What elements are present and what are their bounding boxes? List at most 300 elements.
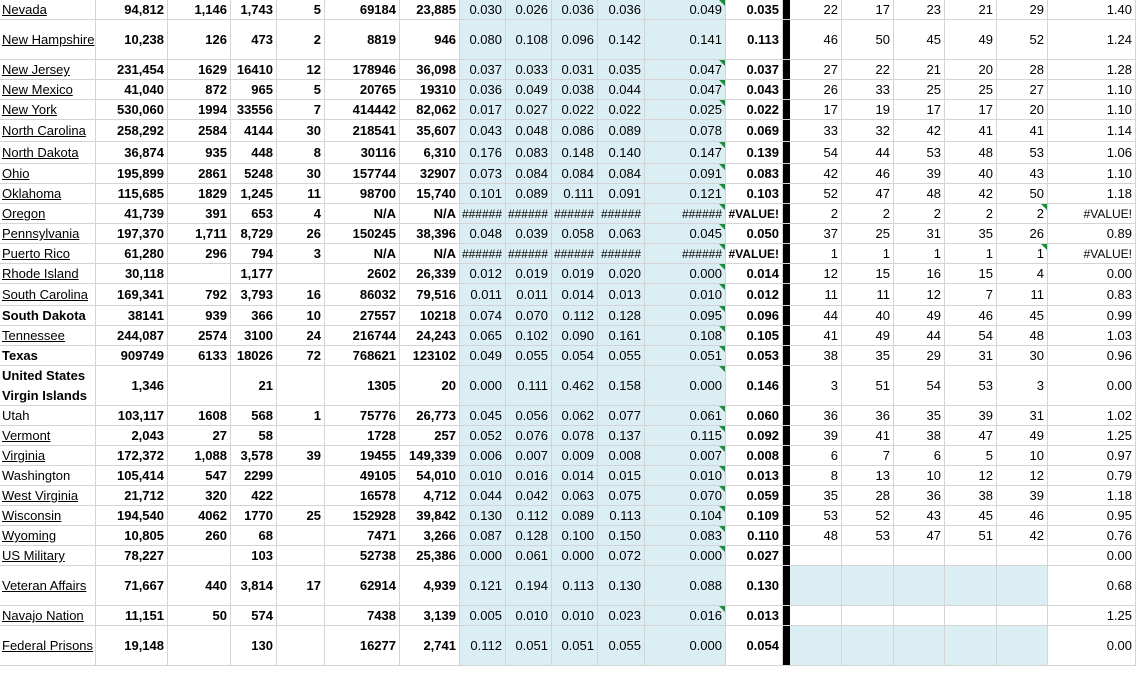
data-cell[interactable]: 0.051 <box>645 346 726 365</box>
data-cell[interactable]: 48 <box>997 326 1048 345</box>
data-cell[interactable]: 0.089 <box>598 120 645 141</box>
data-cell[interactable]: 7 <box>277 100 325 119</box>
data-cell[interactable]: 49 <box>894 306 945 325</box>
data-cell[interactable]: 1.14 <box>1048 120 1136 141</box>
data-cell[interactable]: 0.108 <box>645 326 726 345</box>
data-cell[interactable]: 965 <box>231 80 277 99</box>
data-cell[interactable]: 17 <box>894 100 945 119</box>
data-cell[interactable] <box>168 264 231 283</box>
data-cell[interactable]: 17 <box>842 0 894 19</box>
data-cell[interactable]: 1 <box>790 244 842 263</box>
data-cell[interactable]: 0.158 <box>598 366 645 405</box>
data-cell[interactable]: 0.010 <box>506 606 552 625</box>
data-cell[interactable]: 86032 <box>325 284 400 305</box>
data-cell[interactable]: 27 <box>997 80 1048 99</box>
data-cell[interactable]: 1,711 <box>168 224 231 243</box>
data-cell[interactable]: 260 <box>168 526 231 545</box>
data-cell[interactable]: 62914 <box>325 566 400 605</box>
data-cell[interactable]: 0.035 <box>598 60 645 79</box>
data-cell[interactable]: 0.023 <box>598 606 645 625</box>
data-cell[interactable]: N/A <box>400 204 460 223</box>
data-cell[interactable]: 25 <box>277 506 325 525</box>
data-cell[interactable]: 25 <box>894 80 945 99</box>
data-cell[interactable]: 0.000 <box>645 546 726 565</box>
data-cell[interactable]: 0.039 <box>506 224 552 243</box>
data-cell[interactable]: 0.078 <box>645 120 726 141</box>
data-cell[interactable]: 20 <box>945 60 997 79</box>
data-cell[interactable]: 1.02 <box>1048 406 1136 425</box>
data-cell[interactable]: ###### <box>506 244 552 263</box>
data-cell[interactable] <box>842 626 894 665</box>
data-cell[interactable]: 33 <box>790 120 842 141</box>
data-cell[interactable]: 31 <box>945 346 997 365</box>
data-cell[interactable]: 2299 <box>231 466 277 485</box>
data-cell[interactable]: 0.060 <box>726 406 783 425</box>
data-cell[interactable]: 5248 <box>231 164 277 183</box>
data-cell[interactable]: 0.97 <box>1048 446 1136 465</box>
data-cell[interactable]: 0.008 <box>598 446 645 465</box>
data-cell[interactable] <box>277 264 325 283</box>
data-cell[interactable]: 0.00 <box>1048 546 1136 565</box>
data-cell[interactable]: N/A <box>400 244 460 263</box>
data-cell[interactable]: 28 <box>997 60 1048 79</box>
data-cell[interactable]: 26 <box>790 80 842 99</box>
data-cell[interactable]: 792 <box>168 284 231 305</box>
data-cell[interactable]: 5 <box>277 0 325 19</box>
data-cell[interactable]: 26,339 <box>400 264 460 283</box>
data-cell[interactable]: 0.142 <box>598 20 645 59</box>
data-cell[interactable]: 0.037 <box>460 60 506 79</box>
data-cell[interactable]: 31 <box>997 406 1048 425</box>
data-cell[interactable] <box>277 626 325 665</box>
data-cell[interactable]: N/A <box>325 204 400 223</box>
data-cell[interactable]: 1 <box>945 244 997 263</box>
data-cell[interactable]: 366 <box>231 306 277 325</box>
data-cell[interactable]: 0.016 <box>645 606 726 625</box>
data-cell[interactable]: 6 <box>790 446 842 465</box>
data-cell[interactable] <box>277 546 325 565</box>
data-cell[interactable]: 94,812 <box>96 0 168 19</box>
data-cell[interactable]: 12 <box>997 466 1048 485</box>
data-cell[interactable]: 0.084 <box>506 164 552 183</box>
data-cell[interactable]: 0.050 <box>726 224 783 243</box>
data-cell[interactable]: 4,712 <box>400 486 460 505</box>
data-cell[interactable]: 20 <box>997 100 1048 119</box>
data-cell[interactable]: 19310 <box>400 80 460 99</box>
data-cell[interactable]: ###### <box>645 244 726 263</box>
data-cell[interactable]: 51 <box>842 366 894 405</box>
data-cell[interactable]: 0.049 <box>460 346 506 365</box>
data-cell[interactable] <box>945 546 997 565</box>
data-cell[interactable]: 0.056 <box>506 406 552 425</box>
data-cell[interactable]: 872 <box>168 80 231 99</box>
data-cell[interactable]: 0.065 <box>460 326 506 345</box>
data-cell[interactable]: 52 <box>842 506 894 525</box>
data-cell[interactable]: 39 <box>894 164 945 183</box>
data-cell[interactable]: 69184 <box>325 0 400 19</box>
data-cell[interactable]: 123102 <box>400 346 460 365</box>
data-cell[interactable]: 1.28 <box>1048 60 1136 79</box>
data-cell[interactable]: 2861 <box>168 164 231 183</box>
data-cell[interactable]: 53 <box>945 366 997 405</box>
data-cell[interactable]: 46 <box>790 20 842 59</box>
row-label-cell[interactable]: South Carolina <box>0 284 96 305</box>
data-cell[interactable]: 422 <box>231 486 277 505</box>
data-cell[interactable]: 27 <box>790 60 842 79</box>
data-cell[interactable]: 1994 <box>168 100 231 119</box>
data-cell[interactable]: 0.012 <box>726 284 783 305</box>
data-cell[interactable] <box>277 486 325 505</box>
data-cell[interactable]: 0.99 <box>1048 306 1136 325</box>
data-cell[interactable]: 0.150 <box>598 526 645 545</box>
data-cell[interactable] <box>842 566 894 605</box>
row-label-cell[interactable]: US Military <box>0 546 96 565</box>
data-cell[interactable]: 5 <box>945 446 997 465</box>
data-cell[interactable]: 49105 <box>325 466 400 485</box>
data-cell[interactable]: 0.121 <box>460 566 506 605</box>
data-cell[interactable]: 0.096 <box>726 306 783 325</box>
data-cell[interactable]: 1629 <box>168 60 231 79</box>
data-cell[interactable]: 36 <box>842 406 894 425</box>
data-cell[interactable]: 35 <box>842 346 894 365</box>
row-label-cell[interactable]: Nevada <box>0 0 96 19</box>
data-cell[interactable]: 1.18 <box>1048 184 1136 203</box>
data-cell[interactable]: 0.014 <box>552 284 598 305</box>
data-cell[interactable]: 0.76 <box>1048 526 1136 545</box>
data-cell[interactable]: 43 <box>894 506 945 525</box>
data-cell[interactable]: 24,243 <box>400 326 460 345</box>
data-cell[interactable]: 0.095 <box>645 306 726 325</box>
data-cell[interactable]: 24 <box>277 326 325 345</box>
data-cell[interactable]: 38,396 <box>400 224 460 243</box>
data-cell[interactable]: 2 <box>790 204 842 223</box>
data-cell[interactable]: 21 <box>894 60 945 79</box>
data-cell[interactable]: 391 <box>168 204 231 223</box>
data-cell[interactable]: 0.069 <box>726 120 783 141</box>
data-cell[interactable]: 0.049 <box>506 80 552 99</box>
data-cell[interactable]: 30,118 <box>96 264 168 283</box>
data-cell[interactable] <box>277 466 325 485</box>
data-cell[interactable]: 0.130 <box>598 566 645 605</box>
data-cell[interactable]: 2,043 <box>96 426 168 445</box>
data-cell[interactable]: 32 <box>842 120 894 141</box>
data-cell[interactable]: ###### <box>506 204 552 223</box>
data-cell[interactable]: 0.83 <box>1048 284 1136 305</box>
data-cell[interactable]: 0.019 <box>506 264 552 283</box>
data-cell[interactable]: 49 <box>997 426 1048 445</box>
data-cell[interactable]: 0.063 <box>552 486 598 505</box>
data-cell[interactable]: 27557 <box>325 306 400 325</box>
data-cell[interactable]: 17 <box>790 100 842 119</box>
data-cell[interactable]: 11 <box>277 184 325 203</box>
data-cell[interactable]: 10 <box>894 466 945 485</box>
data-cell[interactable]: 52 <box>790 184 842 203</box>
data-cell[interactable]: 0.088 <box>645 566 726 605</box>
data-cell[interactable]: 17 <box>277 566 325 605</box>
row-label-cell[interactable]: Rhode Island <box>0 264 96 283</box>
data-cell[interactable]: 0.68 <box>1048 566 1136 605</box>
data-cell[interactable]: 939 <box>168 306 231 325</box>
data-cell[interactable]: 26,773 <box>400 406 460 425</box>
data-cell[interactable]: 935 <box>168 142 231 163</box>
data-cell[interactable]: 0.048 <box>460 224 506 243</box>
data-cell[interactable]: 197,370 <box>96 224 168 243</box>
row-label-cell[interactable]: Utah <box>0 406 96 425</box>
data-cell[interactable]: 0.00 <box>1048 626 1136 665</box>
data-cell[interactable]: 547 <box>168 466 231 485</box>
data-cell[interactable]: 0.006 <box>460 446 506 465</box>
data-cell[interactable]: 0.100 <box>552 526 598 545</box>
data-cell[interactable]: 21 <box>231 366 277 405</box>
data-cell[interactable] <box>894 626 945 665</box>
data-cell[interactable]: 0.083 <box>726 164 783 183</box>
data-cell[interactable]: 0.083 <box>645 526 726 545</box>
data-cell[interactable]: 8819 <box>325 20 400 59</box>
data-cell[interactable]: 1829 <box>168 184 231 203</box>
data-cell[interactable]: 0.025 <box>645 100 726 119</box>
data-cell[interactable]: 0.045 <box>460 406 506 425</box>
data-cell[interactable]: #VALUE! <box>1048 204 1136 223</box>
data-cell[interactable]: 3,266 <box>400 526 460 545</box>
data-cell[interactable]: 216744 <box>325 326 400 345</box>
data-cell[interactable]: 0.102 <box>506 326 552 345</box>
data-cell[interactable]: 30116 <box>325 142 400 163</box>
data-cell[interactable]: 46 <box>945 306 997 325</box>
data-cell[interactable]: 7 <box>842 446 894 465</box>
data-cell[interactable]: 2 <box>997 204 1048 223</box>
data-cell[interactable]: 0.022 <box>598 100 645 119</box>
data-cell[interactable] <box>997 626 1048 665</box>
data-cell[interactable]: 1.10 <box>1048 80 1136 99</box>
data-cell[interactable]: 45 <box>945 506 997 525</box>
data-cell[interactable]: 5 <box>277 80 325 99</box>
data-cell[interactable]: 3 <box>277 244 325 263</box>
data-cell[interactable]: 0.014 <box>726 264 783 283</box>
data-cell[interactable]: 0.139 <box>726 142 783 163</box>
data-cell[interactable]: 44 <box>894 326 945 345</box>
data-cell[interactable]: 0.043 <box>726 80 783 99</box>
data-cell[interactable]: 296 <box>168 244 231 263</box>
data-cell[interactable]: 48 <box>945 142 997 163</box>
data-cell[interactable]: 0.026 <box>506 0 552 19</box>
data-cell[interactable]: 0.010 <box>645 284 726 305</box>
data-cell[interactable]: 3100 <box>231 326 277 345</box>
data-cell[interactable]: 0.042 <box>506 486 552 505</box>
data-cell[interactable]: 41,040 <box>96 80 168 99</box>
row-label-cell[interactable]: Navajo Nation <box>0 606 96 625</box>
data-cell[interactable]: 0.096 <box>552 20 598 59</box>
row-label-cell[interactable]: Federal Prisons <box>0 626 96 665</box>
data-cell[interactable]: 0.130 <box>726 566 783 605</box>
data-cell[interactable]: 25,386 <box>400 546 460 565</box>
data-cell[interactable]: 0.017 <box>460 100 506 119</box>
data-cell[interactable]: 50 <box>842 20 894 59</box>
data-cell[interactable]: 30 <box>277 164 325 183</box>
row-label-cell[interactable]: Vermont <box>0 426 96 445</box>
data-cell[interactable]: 0.091 <box>598 184 645 203</box>
data-cell[interactable]: 21,712 <box>96 486 168 505</box>
data-cell[interactable]: 30 <box>277 120 325 141</box>
data-cell[interactable]: 54 <box>945 326 997 345</box>
data-cell[interactable]: 0.011 <box>460 284 506 305</box>
data-cell[interactable]: 0.148 <box>552 142 598 163</box>
data-cell[interactable]: 0.109 <box>726 506 783 525</box>
data-cell[interactable]: 0.089 <box>506 184 552 203</box>
data-cell[interactable]: 320 <box>168 486 231 505</box>
data-cell[interactable]: 1.40 <box>1048 0 1136 19</box>
data-cell[interactable]: 16410 <box>231 60 277 79</box>
data-cell[interactable]: 0.075 <box>598 486 645 505</box>
row-label-cell[interactable]: Washington <box>0 466 96 485</box>
data-cell[interactable]: 0.89 <box>1048 224 1136 243</box>
row-label-cell[interactable]: Veteran Affairs <box>0 566 96 605</box>
data-cell[interactable]: #VALUE! <box>726 244 783 263</box>
data-cell[interactable]: 68 <box>231 526 277 545</box>
data-cell[interactable]: 0.000 <box>645 366 726 405</box>
data-cell[interactable]: 41 <box>790 326 842 345</box>
data-cell[interactable]: 10,238 <box>96 20 168 59</box>
data-cell[interactable]: 12 <box>277 60 325 79</box>
data-cell[interactable]: 0.054 <box>552 346 598 365</box>
data-cell[interactable]: 0.105 <box>726 326 783 345</box>
data-cell[interactable]: 0.062 <box>552 406 598 425</box>
data-cell[interactable] <box>790 566 842 605</box>
data-cell[interactable] <box>842 606 894 625</box>
data-cell[interactable]: 53 <box>842 526 894 545</box>
data-cell[interactable]: 29 <box>997 0 1048 19</box>
data-cell[interactable]: 0.113 <box>552 566 598 605</box>
data-cell[interactable]: 0.076 <box>506 426 552 445</box>
data-cell[interactable]: 1305 <box>325 366 400 405</box>
data-cell[interactable]: 218541 <box>325 120 400 141</box>
data-cell[interactable]: 1.24 <box>1048 20 1136 59</box>
data-cell[interactable]: 0.00 <box>1048 264 1136 283</box>
data-cell[interactable]: 22 <box>790 0 842 19</box>
data-cell[interactable]: 51 <box>945 526 997 545</box>
data-cell[interactable]: 0.090 <box>552 326 598 345</box>
data-cell[interactable]: 42 <box>790 164 842 183</box>
data-cell[interactable]: 36 <box>894 486 945 505</box>
data-cell[interactable]: 22 <box>842 60 894 79</box>
data-cell[interactable]: 0.070 <box>645 486 726 505</box>
data-cell[interactable]: 157744 <box>325 164 400 183</box>
data-cell[interactable]: 7471 <box>325 526 400 545</box>
data-cell[interactable] <box>894 606 945 625</box>
data-cell[interactable] <box>277 606 325 625</box>
data-cell[interactable]: 0.089 <box>552 506 598 525</box>
data-cell[interactable]: 6 <box>894 446 945 465</box>
data-cell[interactable]: 41 <box>997 120 1048 141</box>
data-cell[interactable]: 0.141 <box>645 20 726 59</box>
data-cell[interactable]: 0.013 <box>726 606 783 625</box>
data-cell[interactable]: 21 <box>945 0 997 19</box>
data-cell[interactable]: 0.015 <box>598 466 645 485</box>
data-cell[interactable]: 16 <box>894 264 945 283</box>
data-cell[interactable]: 244,087 <box>96 326 168 345</box>
data-cell[interactable]: N/A <box>325 244 400 263</box>
data-cell[interactable]: 38 <box>894 426 945 445</box>
data-cell[interactable]: 25 <box>842 224 894 243</box>
data-cell[interactable]: 39 <box>277 446 325 465</box>
data-cell[interactable]: 1.10 <box>1048 164 1136 183</box>
data-cell[interactable]: 10 <box>277 306 325 325</box>
data-cell[interactable]: 1 <box>894 244 945 263</box>
data-cell[interactable]: 50 <box>168 606 231 625</box>
data-cell[interactable] <box>168 626 231 665</box>
data-cell[interactable]: 39 <box>945 406 997 425</box>
data-cell[interactable]: 10 <box>997 446 1048 465</box>
data-cell[interactable]: 16578 <box>325 486 400 505</box>
data-cell[interactable]: 35 <box>894 406 945 425</box>
data-cell[interactable]: 36,874 <box>96 142 168 163</box>
data-cell[interactable]: 105,414 <box>96 466 168 485</box>
data-cell[interactable]: 20 <box>400 366 460 405</box>
data-cell[interactable]: 8 <box>790 466 842 485</box>
data-cell[interactable]: 49 <box>945 20 997 59</box>
data-cell[interactable]: 568 <box>231 406 277 425</box>
data-cell[interactable]: 0.176 <box>460 142 506 163</box>
data-cell[interactable]: 0.048 <box>506 120 552 141</box>
data-cell[interactable]: 172,372 <box>96 446 168 465</box>
data-cell[interactable]: 0.061 <box>645 406 726 425</box>
data-cell[interactable]: 1,743 <box>231 0 277 19</box>
data-cell[interactable]: 0.027 <box>726 546 783 565</box>
data-cell[interactable]: #VALUE! <box>1048 244 1136 263</box>
data-cell[interactable]: 10218 <box>400 306 460 325</box>
data-cell[interactable]: 45 <box>997 306 1048 325</box>
data-cell[interactable]: 152928 <box>325 506 400 525</box>
data-cell[interactable]: 0.010 <box>645 466 726 485</box>
data-cell[interactable]: 23,885 <box>400 0 460 19</box>
data-cell[interactable]: 19 <box>842 100 894 119</box>
data-cell[interactable]: 0.013 <box>598 284 645 305</box>
data-cell[interactable]: 41 <box>945 120 997 141</box>
data-cell[interactable] <box>997 606 1048 625</box>
data-cell[interactable]: 2,741 <box>400 626 460 665</box>
data-cell[interactable]: 0.005 <box>460 606 506 625</box>
data-cell[interactable]: 37 <box>790 224 842 243</box>
data-cell[interactable]: 45 <box>894 20 945 59</box>
data-cell[interactable]: 0.055 <box>506 346 552 365</box>
data-cell[interactable]: 103,117 <box>96 406 168 425</box>
data-cell[interactable]: 53 <box>997 142 1048 163</box>
data-cell[interactable]: 0.077 <box>598 406 645 425</box>
data-cell[interactable]: 1,245 <box>231 184 277 203</box>
data-cell[interactable]: 36,098 <box>400 60 460 79</box>
data-cell[interactable]: 78,227 <box>96 546 168 565</box>
data-cell[interactable]: 0.000 <box>460 366 506 405</box>
data-cell[interactable]: ###### <box>598 244 645 263</box>
data-cell[interactable]: 0.111 <box>506 366 552 405</box>
data-cell[interactable]: 10,805 <box>96 526 168 545</box>
data-cell[interactable]: 39,842 <box>400 506 460 525</box>
data-cell[interactable]: 47 <box>842 184 894 203</box>
data-cell[interactable]: 0.112 <box>506 506 552 525</box>
data-cell[interactable]: 41 <box>842 426 894 445</box>
data-cell[interactable]: 0.030 <box>460 0 506 19</box>
data-cell[interactable]: 909749 <box>96 346 168 365</box>
data-cell[interactable]: 0.045 <box>645 224 726 243</box>
data-cell[interactable]: 15,740 <box>400 184 460 203</box>
data-cell[interactable]: ###### <box>598 204 645 223</box>
data-cell[interactable]: 12 <box>894 284 945 305</box>
data-cell[interactable]: 195,899 <box>96 164 168 183</box>
data-cell[interactable]: 0.137 <box>598 426 645 445</box>
data-cell[interactable]: 0.113 <box>598 506 645 525</box>
data-cell[interactable]: 653 <box>231 204 277 223</box>
data-cell[interactable]: 0.016 <box>506 466 552 485</box>
row-label-cell[interactable]: Texas <box>0 346 96 365</box>
